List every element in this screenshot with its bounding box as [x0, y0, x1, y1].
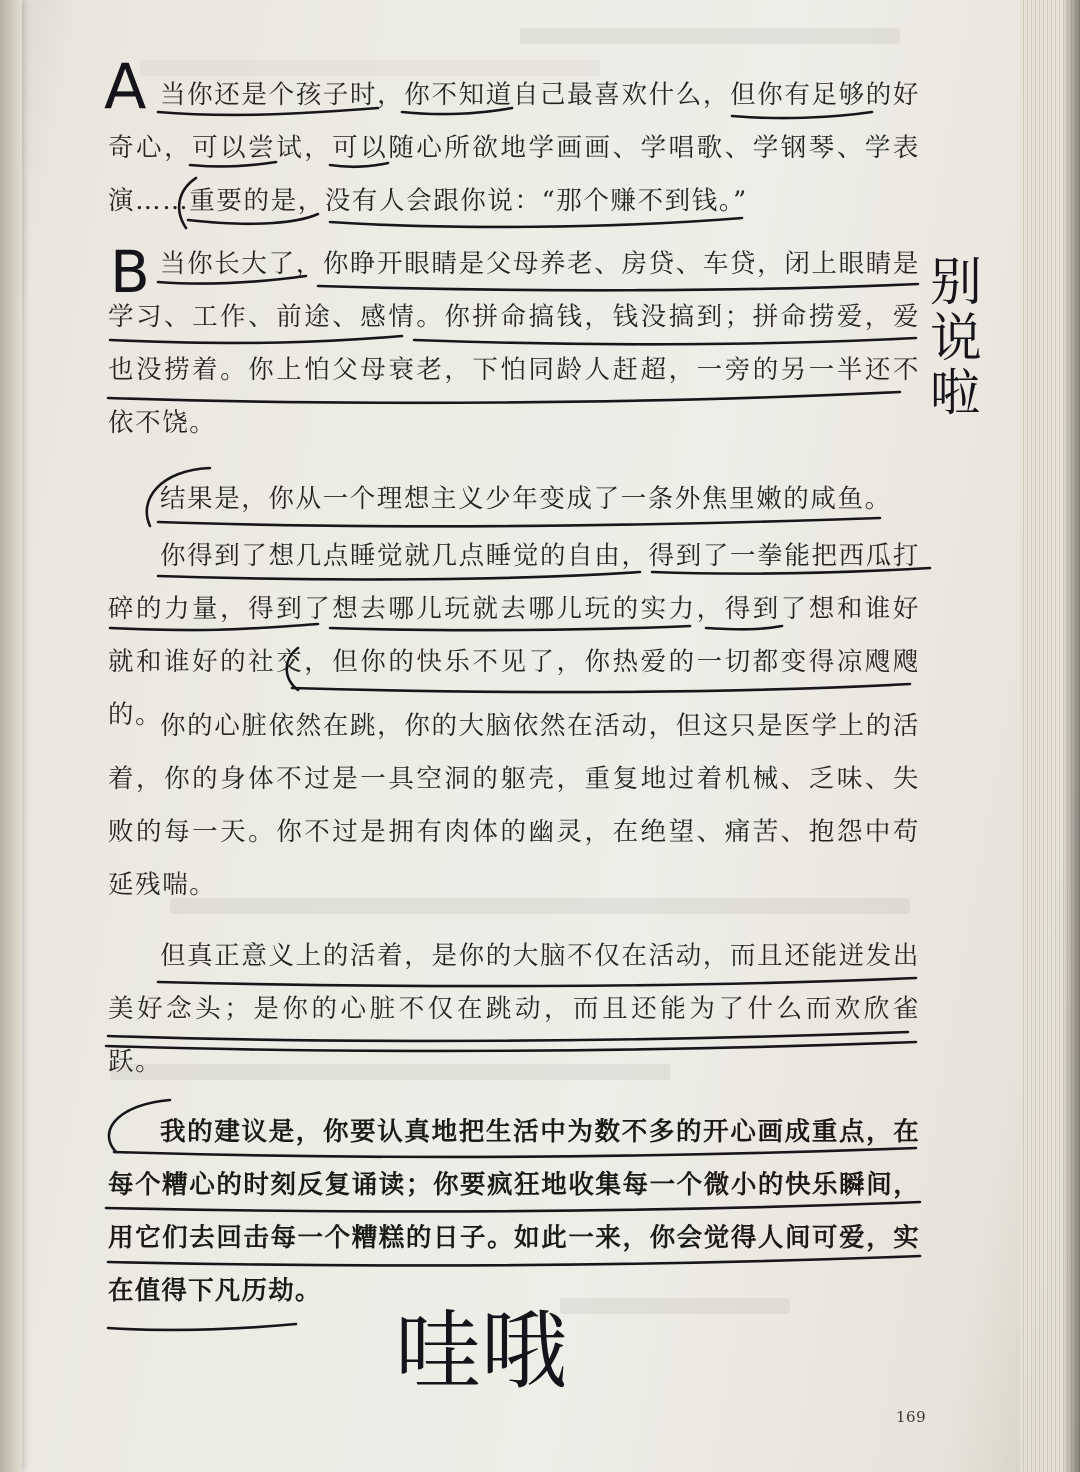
bracket-stroke [287, 648, 298, 690]
underline-stroke [106, 1202, 920, 1211]
margin-note-char: 说 [930, 309, 983, 369]
paragraph-childhood: 当你还是个孩子时，你不知道自己最喜欢什么，但你有足够的好奇心，可以尝试，可以随心所欲地学画画、学唱歌、学钢琴、学表演……重要的是，没有人会跟你说：“那个赚不到钱。” [108, 80, 920, 216]
underline-stroke [158, 518, 880, 526]
bracket-stroke [109, 1100, 170, 1152]
underline-stroke [188, 214, 318, 224]
underline-stroke [652, 568, 930, 574]
underline-stroke [330, 163, 388, 167]
paragraph-advice: 我的建议是，你要认真地把生活中为数不多的开心画成重点，在每个糟心的时刻反复诵读；你要疯狂地收集每一个微小的快乐瞬间，用它们去回击每一个糟糕的日子。如此一来，你会觉得人间可爱，实在值得下凡历劫。 [108, 1117, 920, 1306]
underline-stroke [110, 336, 402, 343]
underline-stroke [114, 1148, 916, 1157]
handwritten-exclamation: 哇哦 [395, 1301, 567, 1401]
underline-stroke [330, 626, 690, 630]
paragraph-true-living: 但真正意义上的活着，是你的大脑不仅在活动，而且还能迸发出美好念头；是你的心脏不仅在跳动，而且还能为了什么而欢欣雀跃。 [108, 941, 920, 1077]
underline-stroke [158, 978, 916, 986]
underline-stroke [158, 108, 378, 115]
page-number: 169 [896, 1408, 927, 1426]
underline-stroke [108, 1256, 920, 1265]
underline-stroke [402, 108, 512, 114]
underline-stroke [158, 572, 640, 579]
paragraph-result: 结果是，你从一个理想主义少年变成了一条外焦里嫩的咸鱼。 [160, 484, 892, 514]
underline-stroke [732, 112, 872, 118]
underline-stroke [158, 276, 306, 284]
bracket-stroke [147, 468, 210, 526]
handwritten-mark-b: B [110, 238, 150, 306]
underline-stroke [330, 218, 742, 227]
underline-stroke [108, 1324, 296, 1330]
margin-note-char: 别 [930, 253, 983, 313]
paragraph-hollow-life: 你的心脏依然在跳，你的大脑依然在活动，但这只是医学上的活着，你的身体不过是一具空洞的躯壳，重复地过着机械、乏味、失败的每一天。你不过是拥有肉体的幽灵，在绝望、痛苦、抱怨中苟延残喘。 [108, 711, 920, 900]
underline-stroke [106, 1042, 916, 1051]
paragraph-gains: 你得到了想几点睡觉就几点睡觉的自由，得到了一拳能把西瓜打碎的力量，得到了想去哪儿玩就去哪儿玩的实力，得到了想和谁好就和谁好的社交，但你的快乐不见了，你热爱的一切都变得凉飕飕的。 [108, 541, 920, 730]
underline-stroke [108, 392, 900, 403]
handwritten-mark-a: A [104, 50, 147, 123]
underline-stroke [318, 284, 918, 290]
underline-stroke [190, 162, 276, 166]
underline-stroke [108, 1032, 908, 1041]
underline-stroke [110, 624, 318, 630]
underline-stroke [706, 626, 782, 629]
paragraph-adulthood: 当你长大了，你睁开眼睛是父母养老、房贷、车贷，闭上眼睛是学习、工作、前途、感情。你拼命搞钱，钱没搞到；拼命捞爱，爱也没捞着。你上怕父母衰老，下怕同龄人赶超，一旁的另一半还不依不饶。 [108, 249, 920, 438]
margin-note-char: 啦 [930, 364, 980, 422]
underline-stroke [292, 684, 910, 692]
underline-stroke [414, 338, 916, 344]
